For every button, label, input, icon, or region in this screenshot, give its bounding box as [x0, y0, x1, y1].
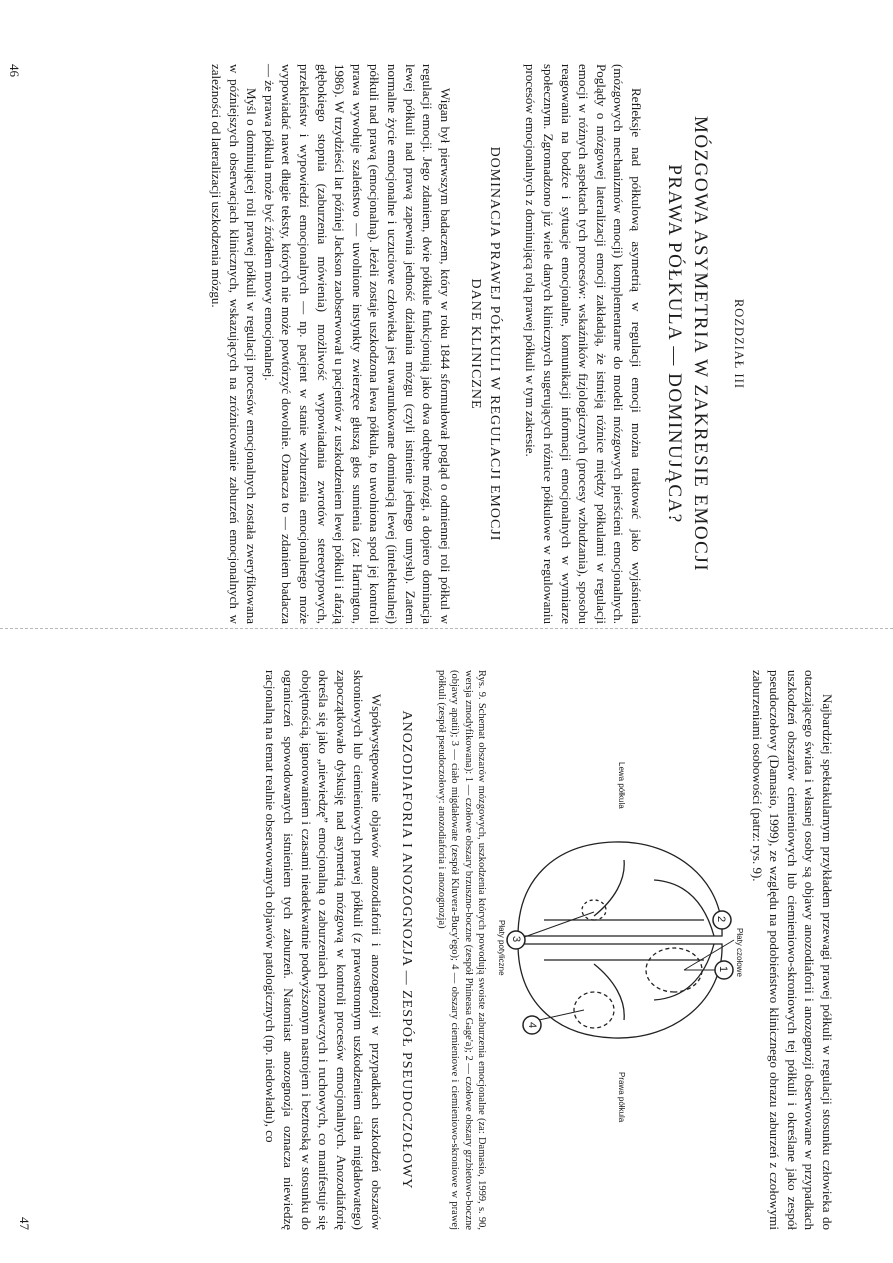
- left-inner-sulcus: [594, 860, 624, 916]
- figure-label-occipital: Płaty potyliczne: [497, 920, 507, 976]
- page-47: [17, 670, 836, 1230]
- marker-3: 3: [510, 936, 523, 943]
- marker-circles: [507, 911, 733, 1034]
- figure-label-right-hemisphere: Prawa półkula: [617, 1072, 627, 1123]
- body-paragraph: Najbardziej spektakularnym przykładem przewagi prawej półkuli w regulacji stosunku człowieka do otaczającego świata i własnej osoby są objawy anozodiaforii i anozognozji obserwowane w przypadkach uszkodzeń obszarów ciemieniowych lub ciemieniowo-skroniowych tej półkuli i określane jako zespół pseudoczołowy (Damasio, 1999), ze względu na podobieństwo klinicznego obrazu zaburzeń z czołowymi zaburzeniami osobowości (patrz: rys. 9).: [749, 670, 835, 1230]
- figure-caption: Rys. 9. Schemat obszarów mózgowych, uszkodzenia których powodują swoiste zaburzenia emocjonalne (za: Damasio, 1999, s. 90, wersja zmodyfikowana): 1 — czołowe obszary brzuszno-boczne (zespół Phineasa Gage'a); 2 — czołowe obszary grzbietowo-boczne (objawy apatii); 3 — ciało migdałowate (zespół Kluvera-Bucy'ego); 4 — obszary ciemieniowe i ciemieniowo-skroniowe w prawej półkuli (zespół pseudoczołowy: anozodiaforia i anozognozja): [435, 670, 488, 1230]
- page-46: [7, 64, 746, 624]
- page-fold-line: [0, 628, 893, 629]
- section-heading-line2: DANE KLINICZNE: [467, 278, 483, 410]
- chapter-title-line2: PRAWA PÓŁKULA — DOMINUJĄCA?: [664, 164, 685, 524]
- chapter-heading: ROZDZIAŁ III: [732, 298, 746, 390]
- page-number: 46: [7, 64, 22, 77]
- brain-diagram: [504, 820, 744, 1060]
- figure-label-left-hemisphere: Lewa półkula: [617, 762, 627, 809]
- brain-figure: [494, 670, 744, 1230]
- intro-paragraph: Refleksje nad półkulową asymetrią w regulacji emocji można traktować jako wyjaśnienia (mózgowych mechanizmów emocji) komplementarne do modeli mózgowych pierścieni emocjonalnych. Poglądy o mózgowej lateralizacji emocji zakładają, że istnieją różnice między półkulami w regulacji emocji w różnych aspektach tych procesów: wskaźników fizjologicznych (procesy wzbudzania), sposobu reagowania na bodźce i sytuacje emocjonalne, komunikacji informacji emocjonalnych w wymiarze społecznym. Zgromadzono już wiele danych klinicznych sugerujących różnice półkulowe w regulowaniu procesów emocjonalnych z dominującą rolą prawej półkuli w tym zakresie.: [523, 64, 644, 624]
- right-frontal-lobe: [654, 944, 714, 1000]
- section-heading: ANOZODIAFORIA I ANOZOGNOZJA — ZESPÓŁ PSEUDOCZOŁOWY: [399, 710, 415, 1190]
- left-frontal-lobe: [654, 880, 714, 936]
- region-4-outline: [574, 992, 614, 1028]
- right-hemisphere-outline: [518, 944, 722, 1038]
- figure-label-frontal: Płaty czołowe: [735, 928, 745, 977]
- chapter-title-line1: MÓZGOWA ASYMETRIA W ZAKRESIE EMOCJI: [690, 115, 711, 573]
- body-paragraph: Współwystępowanie objawów anozodiaforii i anozognozji w przypadkach uszkodzeń obszarów skroniowych lub ciemieniowych prawej półkuli (z prawostronnym uszkodzeniem ciała migdałowatego) zapoczątkowało dyskusję nad asymetrią mózgową w kontroli procesów emocjonalnych. Anozodiaforię określa się jako „niewiedzę” emocjonalną o zaburzeniach poznawczych i ruchowych, co manifestuje się obojętnością, ignorowaniem i czasami nieadekwatnie podwyższonym nastrojem i beztroską w stosunku do ograniczeń spowodowanych istnieniem tych zaburzeń. Natomiast anozognozja oznacza niewiedzę racjonalną na temat realnie obserwowanych objawów patologicznych (np. niedowładu), co: [263, 670, 385, 1230]
- left-hemisphere-outline: [518, 842, 722, 936]
- marker-4: 4: [526, 1022, 539, 1029]
- body-paragraph: Wigan był pierwszym badaczem, który w roku 1844 sformułował pogląd o odmiennej roli półkul w regulacji emocji. Jego zdaniem, dwie półkule funkcjonują jako dwa odrębne mózgi, a dopiero dominacja lewej półkuli nad prawą zapewnia jedność działania mózgu (czyli istnienie jednego umysłu). Zatem normalne życie emocjonalne i uczuciowe człowieka jest uwarunkowane dominacją lewej (intelektualnej) półkuli nad prawą (emocjonalną). Jeżeli zostaje uszkodzona lewa półkula, to uwolniona spod jej kontroli prawa wywołuje szaleństwo — uwolnione instynkty zwierzęce głuszą głos sumienia (za: Harrington, 1986). W trzydzieści lat później Jackson zaobserwował u pacjentów z uszkodzeniem lewej półkuli i afazją głębokiego stopnia (zaburzenia mówienia) możliwość wypowiadania zwrotów stereotypowych, przekleństw i wypowiedzi emocjonalnych — np. pacjent w stanie wzburzenia emocjonalnego może wypowiadać nawet długie teksty, których nie może powtórzyć dowolnie. Oznacza to — zdaniem badacza — że prawa półkula może być źródłem mowy emocjonalnej.: [261, 64, 453, 624]
- chapter-title: [661, 64, 713, 624]
- section-heading-line1: DOMINACJA PRAWEJ PÓŁKULI W REGULACJI EMOCJI: [486, 146, 502, 542]
- marker-1: 1: [717, 966, 730, 973]
- section-heading: [466, 64, 504, 624]
- body-paragraph: Myśl o dominującej roli prawej półkuli w regulacji procesów emocjonalnych została zweryfikowana w późniejszych obserwacjach klinicznych, wskazujących na zróżnicowanie zaburzeń emocjonalnych w zależności od lateralizacji uszkodzenia mózgu.: [209, 64, 260, 624]
- marker-2: 2: [715, 916, 728, 923]
- page-number: 47: [17, 1217, 32, 1230]
- amygdala-outline: [582, 900, 606, 920]
